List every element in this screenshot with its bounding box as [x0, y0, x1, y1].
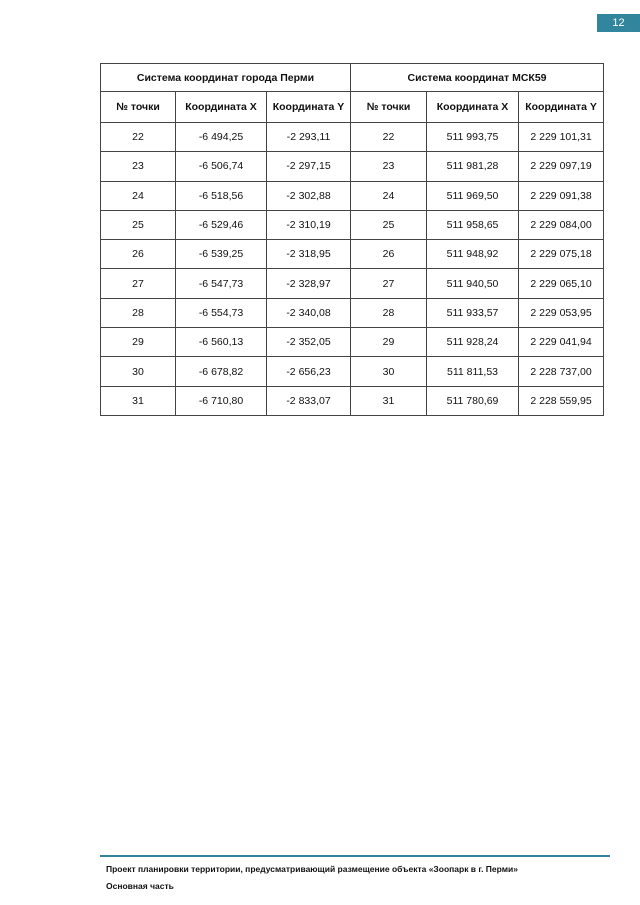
table-cell: -2 340,08 — [267, 298, 351, 327]
table-cell: -6 506,74 — [176, 152, 267, 181]
table-cell: -6 560,13 — [176, 328, 267, 357]
table-cell: -2 318,95 — [267, 240, 351, 269]
table-cell: -6 518,56 — [176, 181, 267, 210]
table-cell: 511 928,24 — [427, 328, 519, 357]
table-cell: 511 993,75 — [427, 123, 519, 152]
table-cell: -2 297,15 — [267, 152, 351, 181]
table-cell: 2 229 041,94 — [519, 328, 604, 357]
footer-section-title: Основная часть — [106, 881, 174, 891]
table-cell: 511 958,65 — [427, 210, 519, 239]
table-cell: 511 780,69 — [427, 386, 519, 415]
group-header-row — [101, 64, 604, 92]
table-cell: -6 494,25 — [176, 123, 267, 152]
table-cell: 25 — [101, 210, 176, 239]
page-number: 12 — [597, 14, 640, 32]
column-header-row — [101, 92, 604, 123]
table-cell: -6 539,25 — [176, 240, 267, 269]
table-row — [101, 386, 604, 415]
table-cell: 31 — [101, 386, 176, 415]
table-cell: 511 933,57 — [427, 298, 519, 327]
table-cell: 27 — [101, 269, 176, 298]
table-cell: 31 — [351, 386, 427, 415]
table-cell: 22 — [101, 123, 176, 152]
table-cell: 30 — [351, 357, 427, 386]
table-cell: 2 228 559,95 — [519, 386, 604, 415]
table-cell: 30 — [101, 357, 176, 386]
footer-project-title: Проект планировки территории, предусматривающий размещение объекта «Зоопарк в г. Перми» — [106, 864, 518, 874]
table-cell: 2 228 737,00 — [519, 357, 604, 386]
table-cell: 2 229 053,95 — [519, 298, 604, 327]
table-cell: 511 981,28 — [427, 152, 519, 181]
table-cell: -6 547,73 — [176, 269, 267, 298]
table-cell: 2 229 101,31 — [519, 123, 604, 152]
table-cell: -6 678,82 — [176, 357, 267, 386]
table-cell: 2 229 065,10 — [519, 269, 604, 298]
column-header-point: № точки — [351, 92, 427, 123]
table-cell: 26 — [351, 240, 427, 269]
table-row — [101, 210, 604, 239]
table-cell: -6 554,73 — [176, 298, 267, 327]
table-row — [101, 269, 604, 298]
table-body — [101, 123, 604, 416]
table-cell: 28 — [351, 298, 427, 327]
table-cell: 24 — [351, 181, 427, 210]
table-cell: 511 948,92 — [427, 240, 519, 269]
table-row — [101, 181, 604, 210]
column-header-x: Координата X — [176, 92, 267, 123]
table-cell: 23 — [351, 152, 427, 181]
column-header-point: № точки — [101, 92, 176, 123]
table-cell: 24 — [101, 181, 176, 210]
group-header-msk59: Система координат МСК59 — [351, 64, 604, 92]
table-cell: -2 310,19 — [267, 210, 351, 239]
table-cell: 511 969,50 — [427, 181, 519, 210]
table-cell: -2 293,11 — [267, 123, 351, 152]
table-row — [101, 240, 604, 269]
table-cell: 2 229 084,00 — [519, 210, 604, 239]
table-row — [101, 298, 604, 327]
table-cell: 26 — [101, 240, 176, 269]
table-cell: 27 — [351, 269, 427, 298]
column-header-y: Координата Y — [267, 92, 351, 123]
column-header-y: Координата Y — [519, 92, 604, 123]
group-header-perm: Система координат города Перми — [101, 64, 351, 92]
table-cell: -2 352,05 — [267, 328, 351, 357]
table-cell: 23 — [101, 152, 176, 181]
table-row — [101, 123, 604, 152]
coordinates-table — [100, 63, 604, 416]
table-cell: 2 229 091,38 — [519, 181, 604, 210]
table-cell: -6 710,80 — [176, 386, 267, 415]
column-header-x: Координата X — [427, 92, 519, 123]
table-row — [101, 328, 604, 357]
table-cell: -2 656,23 — [267, 357, 351, 386]
table-cell: -6 529,46 — [176, 210, 267, 239]
table-row — [101, 357, 604, 386]
table-cell: -2 833,07 — [267, 386, 351, 415]
table-cell: 29 — [101, 328, 176, 357]
table-cell: 25 — [351, 210, 427, 239]
table-cell: 2 229 075,18 — [519, 240, 604, 269]
table-cell: 511 811,53 — [427, 357, 519, 386]
table-cell: 29 — [351, 328, 427, 357]
table-row — [101, 152, 604, 181]
footer-divider — [100, 855, 610, 857]
table-cell: 2 229 097,19 — [519, 152, 604, 181]
table-cell: 28 — [101, 298, 176, 327]
table-cell: 22 — [351, 123, 427, 152]
table-cell: -2 328,97 — [267, 269, 351, 298]
table-cell: -2 302,88 — [267, 181, 351, 210]
table-cell: 511 940,50 — [427, 269, 519, 298]
